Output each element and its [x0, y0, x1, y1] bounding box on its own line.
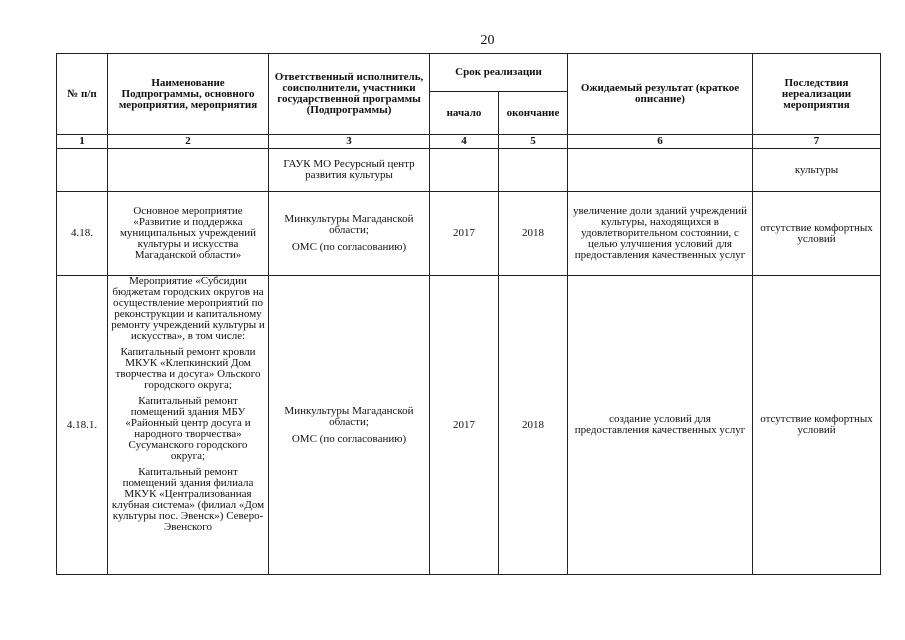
- header-name: Наименование Подпрограммы, основного мероприятия, мероприятия: [108, 54, 269, 135]
- col-index-6: 6: [568, 135, 753, 149]
- table-row: [57, 149, 881, 192]
- cell-result: [568, 149, 753, 192]
- cell-result: создание условий для предоставления качественных услуг: [568, 276, 753, 575]
- cell-consequence: отсутствие комфортных условий: [753, 276, 881, 575]
- header-term: Срок реализации: [430, 54, 568, 92]
- cell-start: 2017: [430, 192, 499, 276]
- col-index-4: 4: [430, 135, 499, 149]
- col-index-2: 2: [108, 135, 269, 149]
- cell-num: [57, 149, 108, 192]
- cell-end: [499, 149, 568, 192]
- header-num: № п/п: [57, 54, 108, 135]
- col-index-7: 7: [753, 135, 881, 149]
- cell-executor: [269, 192, 430, 276]
- events-table: [56, 53, 881, 575]
- name-part: Капитальный ремонт помещений здания МБУ «Районный центр досуга и народного творчества» Сусуманского городского округа;: [125, 395, 251, 462]
- cell-name: [108, 149, 269, 192]
- cell-end: 2018: [499, 276, 568, 575]
- header-result: Ожидаемый результат (краткое описание): [568, 54, 753, 135]
- table-row: [57, 192, 881, 276]
- cell-name: Основное мероприятие «Развитие и поддержка муниципальных учреждений культуры и искусства Магаданской области»: [108, 192, 269, 276]
- executor-ministry: Минкультуры Магаданской области;: [284, 404, 414, 428]
- cell-consequence: отсутствие комфортных условий: [753, 192, 881, 276]
- header-end: окончание: [499, 92, 568, 135]
- cell-executor: [269, 276, 430, 575]
- cell-start: [430, 149, 499, 192]
- header-consequence: Последствия нереализации мероприятия: [753, 54, 881, 135]
- name-part: Капитальный ремонт помещений здания филиала МКУК «Централизованная клубная система» (филиал «Дом культуры пос. Эвенск») Северо-Эвенского: [111, 466, 265, 533]
- cell-executor: ГАУК МО Ресурсный центр развития культуры: [269, 149, 430, 192]
- cell-start: 2017: [430, 276, 499, 575]
- header-executor: Ответственный исполнитель, соисполнители, участники государственной программы (Подпрограммы): [269, 54, 430, 135]
- name-part: Капитальный ремонт кровли МКУК «Клепкинский Дом творчества и досуга» Ольского городского округа;: [115, 346, 261, 391]
- cell-result: увеличение доли зданий учреждений культуры, находящихся в удовлетворительном состоянии, с целью улучшения условий для предоставления качественных услуг: [568, 192, 753, 276]
- name-part: Мероприятие «Субсидии бюджетам городских округов на осуществление мероприятий по реконструкции и капитальному ремонту учреждений культуры и искусства», в том числе:: [111, 276, 265, 342]
- header-start: начало: [430, 92, 499, 135]
- cell-num: 4.18.: [57, 192, 108, 276]
- col-index-5: 5: [499, 135, 568, 149]
- cell-name: [108, 276, 269, 575]
- executor-oms: ОМС (по согласованию): [291, 241, 407, 253]
- cell-end: 2018: [499, 192, 568, 276]
- executor-ministry: Минкультуры Магаданской области;: [284, 213, 414, 236]
- cell-num: 4.18.1.: [57, 276, 108, 575]
- col-index-1: 1: [57, 135, 108, 149]
- page-number: 20: [480, 33, 495, 48]
- cell-consequence: культуры: [753, 149, 881, 192]
- col-index-3: 3: [269, 135, 430, 149]
- executor-oms: ОМС (по согласованию): [291, 432, 407, 445]
- table-row: [57, 276, 881, 575]
